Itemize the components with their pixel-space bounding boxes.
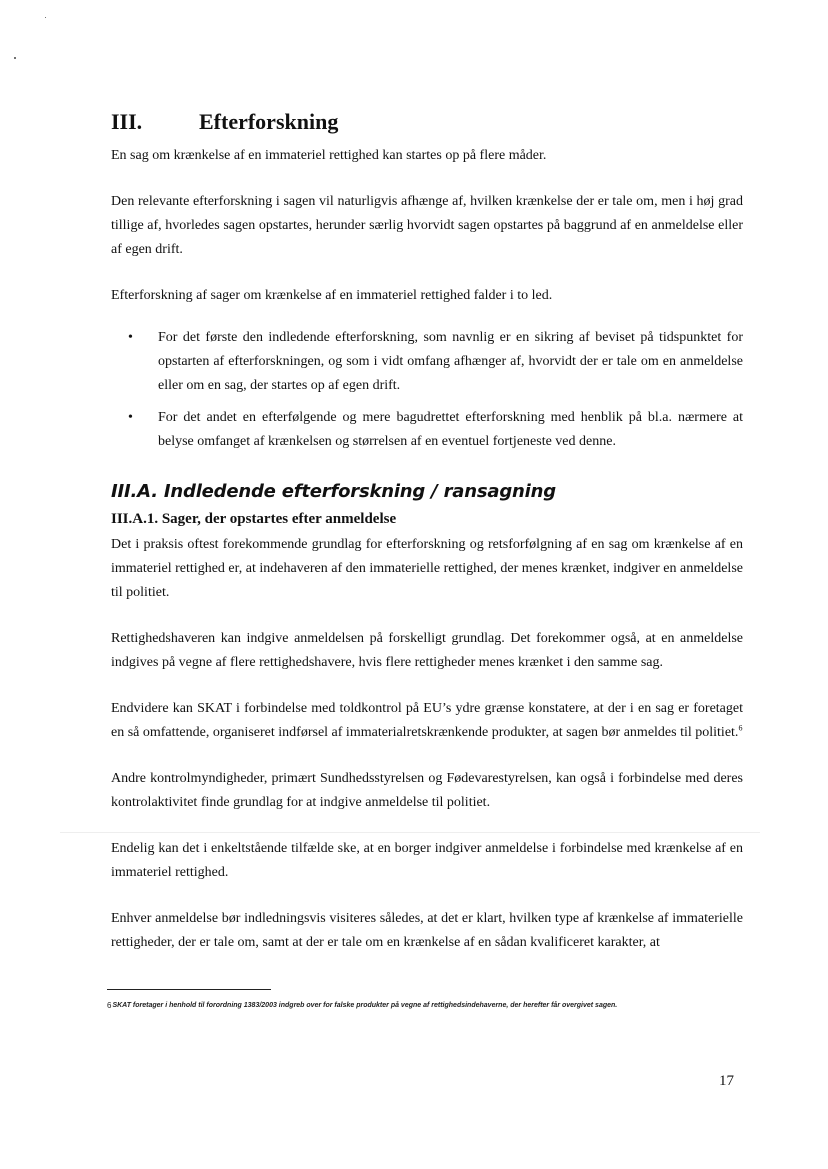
bullet-icon: •: [128, 410, 133, 425]
paragraph: Andre kontrolmyndigheder, primært Sundhedsstyrelsen og Fødevarestyrelsen, kan også i forbindelse med deres kontrolaktivitet finde grundlag for at indgive anmeldelse til politiet.: [111, 771, 743, 810]
page-body: [111, 106, 743, 955]
bullet-list: [111, 326, 743, 454]
paragraph: Efterforskning af sager om krænkelse af en immateriel rettighed falder i to led.: [111, 288, 553, 303]
paragraph: Det i praksis oftest forekommende grundlag for efterforskning og retsforfølgning af en sag om krænkelse af en immateriel rettighed er, at indehaveren af den immaterielle rettighed, der menes krænket, indgiver en anmeldelse til politiet.: [111, 537, 743, 600]
footnote-reference[interactable]: 6: [738, 723, 743, 733]
subsubsection-heading: III.A.1. Sager, der opstartes efter anmeldelse: [111, 511, 397, 527]
scan-speck: [14, 57, 16, 59]
paragraph: Enhver anmeldelse bør indledningsvis visiteres således, at det er klart, hvilken type af krænkelse af immaterielle rettigheder, der er tale om, samt at der er tale om en krænkelse af en sådan kvalificeret karakter, at: [111, 911, 743, 950]
footnote-mark: 6: [107, 1001, 112, 1010]
scan-speck: [45, 17, 46, 18]
bullet-icon: •: [128, 330, 133, 345]
section-number: III.: [111, 109, 143, 134]
paragraph: En sag om krænkelse af en immateriel rettighed kan startes op på flere måder.: [111, 148, 547, 163]
footnote-text: SKAT foretager i henhold til forordning 1383/2003 indgreb over for falske produkter på vegne af rettighedsindehaverne, der herefter får overgivet sagen.: [112, 1002, 618, 1009]
scan-artifact-line: [60, 832, 760, 833]
paragraph: Den relevante efterforskning i sagen vil naturligvis afhænge af, hvilken krænkelse der er tale om, men i høj grad tillige af, hvorledes sagen opstartes, herunder særlig hvorvidt sagen opstartes på baggrund af en anmeldelse eller af egen drift.: [111, 194, 743, 257]
paragraph: Endvidere kan SKAT i forbindelse med toldkontrol på EU’s ydre grænse konstatere, at der i en sag er foretaget en så omfattende, organiseret indførsel af immaterialretskrænkende produkter, at sagen bør anmeldes til politiet.$^6$: [111, 701, 743, 740]
section-heading: [111, 106, 743, 138]
footnote: [107, 1001, 767, 1011]
footnote-separator: [107, 989, 271, 990]
page-number: 17: [719, 1073, 734, 1089]
bullet-item: • For det første den indledende efterforskning, som navnlig er en sikring af beviset på tidspunktet for opstarten af efterforskningen, og som i vidt omfang afhænger af, hvorvidt der er tale om en anmeldelse eller om en sag, der startes op af egen drift.: [111, 326, 743, 398]
subsection-heading: III.A. Indledende efterforskning / ransagning: [111, 481, 556, 502]
paragraph: Rettighedshaveren kan indgive anmeldelsen på forskelligt grundlag. Det forekommer også, at en anmeldelse indgives på vegne af flere rettighedshavere, hvis flere rettigheder menes krænket i den samme sag.: [111, 631, 743, 670]
bullet-item: • For det andet en efterfølgende og mere bagudrettet efterforskning med henblik på bl.a. nærmere at belyse omfanget af krænkelsen og størrelsen af en eventuel fortjeneste ved denne.: [111, 406, 743, 454]
section-title: Efterforskning: [199, 109, 339, 134]
paragraph: Endelig kan det i enkeltstående tilfælde ske, at en borger indgiver anmeldelse i forbindelse med krænkelse af en immateriel rettighed.: [111, 841, 743, 880]
